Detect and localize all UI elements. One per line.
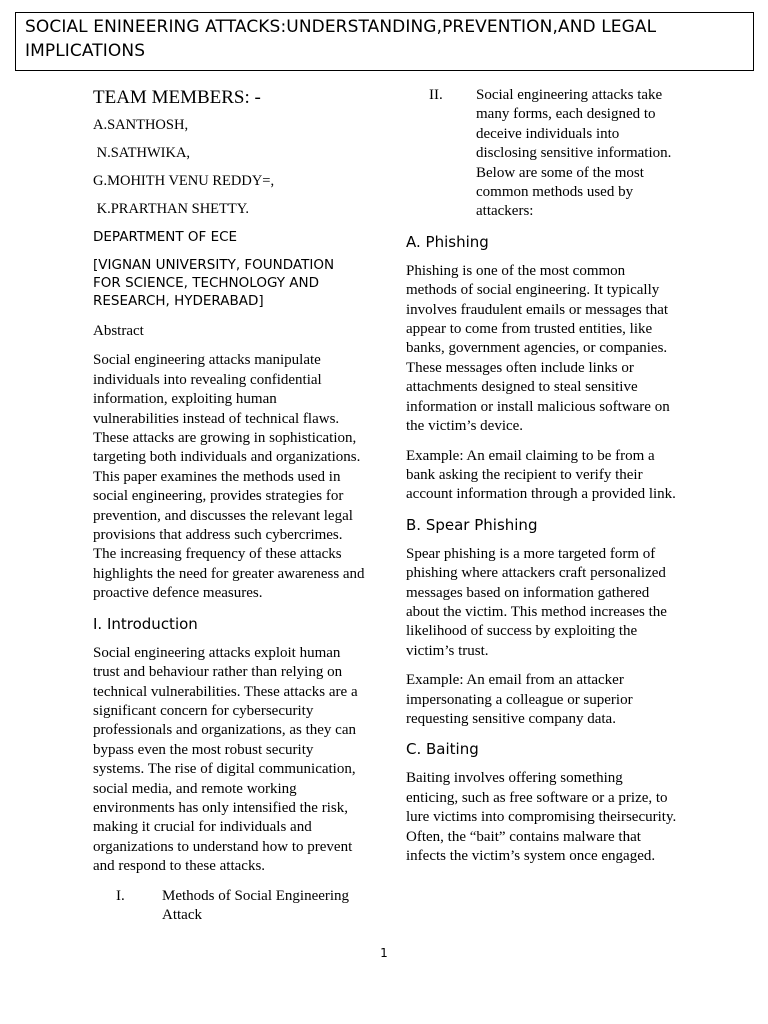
abstract-text: Social engineering attacks manipulate individuals into revealing confidential information, exploiting human vulnerabilities instead of technical flaws. These attacks are growing in sophistication, targeting both individuals and organizations. This paper examines the methods used in social engineering, provides strategies for prevention, and discusses the relevant legal provisions that address such cybercrimes. The increasing frequency of these attacks highlights the need for greater awareness and proactive defence measures. (93, 352, 365, 602)
left-column (93, 86, 365, 925)
list-number: II. (429, 87, 443, 103)
paper-title: SOCIAL ENINEERING ATTACKS:UNDERSTANDING,PREVENTION,AND LEGAL IMPLICATIONS (25, 17, 657, 61)
department: DEPARTMENT OF ECE (93, 229, 238, 245)
list-text: Methods of Social Engineering Attack (162, 887, 350, 923)
team-members-heading: TEAM MEMBERS: - (93, 87, 261, 108)
baiting-text: Baiting involves offering something enticing, such as free software or a prize, to lure victims into compromising theirsecurity. Often, the “bait” contains malware that infects the victim’s system once engaged. (406, 770, 677, 864)
phishing-example: Example: An email claiming to be from a bank asking the recipient to verify their account information through a provided link. (406, 447, 676, 503)
abstract-heading: Abstract (93, 323, 144, 339)
list-number: I. (116, 887, 125, 904)
baiting-heading: C. Baiting (406, 740, 479, 759)
team-member: G.MOHITH VENU REDDY=, (93, 173, 275, 189)
team-member: N.SATHWIKA, (93, 145, 191, 161)
introduction-text: Social engineering attacks exploit human trust and behaviour rather than relying on technical vulnerabilities. These attacks are a significant concern for cybersecurity professionals and organizations, as they can bypass even the most robust security systems. The rise of digital communication, social media, and remote working environments has only intensified the risk, making it crucial for individuals and organizations to understand how to prevent and respond to these attacks. (93, 644, 358, 875)
list-item (93, 887, 365, 926)
right-column (406, 86, 678, 866)
spear-phishing-example: Example: An email from an attacker impersonating a colleague or superior requesting sensitive company data. (406, 672, 633, 727)
title-box (15, 12, 754, 71)
spear-phishing-text: Spear phishing is a more targeted form of phishing where attackers craft personalized messages based on information gathered about the victim. This method increases the likelihood of success by exploiting the victim’s trust. (406, 545, 667, 659)
team-member: A.SANTHOSH, (93, 117, 189, 133)
team-member: K.PRARTHAN SHETTY. (93, 201, 249, 217)
spear-phishing-heading: B. Spear Phishing (406, 515, 538, 534)
list-text: Social engineering attacks take many forms, each designed to deceive individuals into disclosing sensitive information. Below are some of the most common methods used by attackers: (476, 87, 672, 220)
phishing-heading: A. Phishing (406, 232, 489, 251)
phishing-text: Phishing is one of the most common methods of social engineering. It typically involves fraudulent emails or messages that appear to come from trusted entities, like banks, government agencies, or companies. These messages often include links or attachments designed to steal sensitive information or install malicious software on the victim’s device. (406, 262, 670, 435)
introduction-heading: I. Introduction (93, 614, 198, 633)
list-item (406, 86, 678, 222)
page-number: 1 (380, 946, 388, 960)
affiliation: [VIGNAN UNIVERSITY, FOUNDATION FOR SCIENCE, TECHNOLOGY AND RESEARCH, HYDERABAD] (93, 257, 335, 309)
